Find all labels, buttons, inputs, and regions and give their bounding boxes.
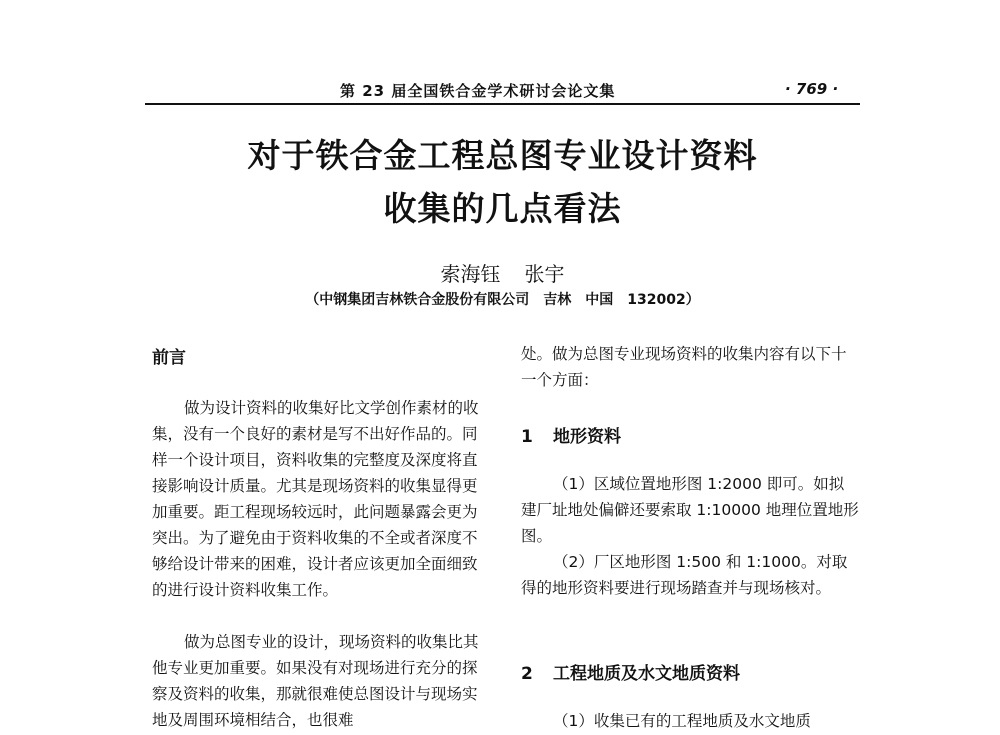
section-2-item-1: （1）收集已有的工程地质及水文地质 bbox=[553, 712, 811, 730]
section-title-1: 地形资料 bbox=[553, 427, 621, 447]
author-2: 张宇 bbox=[524, 262, 565, 286]
right-column-intro: 处。做为总图专业现场资料的收集内容有以下十一个方面： bbox=[521, 345, 847, 389]
authors bbox=[145, 258, 860, 287]
section-1-item-1: （1）区域位置地形图 1:2000 即可。如拟建厂址地处偏僻还要索取 1:10000 地理位置地形图。 bbox=[521, 475, 859, 545]
header-rule bbox=[145, 103, 860, 105]
preface-paragraph-1: 做为设计资料的收集好比文学创作素材的收集，没有一个良好的素材是写不出好作品的。同样一个设计项目，资料收集的完整度及深度将直接影响设计质量。尤其是现场资料的收集显得更加重要。距工程现场较远时，此问题暴露会更为突出。为了避免由于资料收集的不全或者深度不够给设计带来的困难，设计者应该更加全面细致的进行设计资料收集工作。 bbox=[152, 399, 479, 599]
running-header-journal: 第 23 届全国铁合金学术研讨会论文集 bbox=[340, 82, 616, 100]
preface-paragraph-2: 做为总图专业的设计，现场资料的收集比其他专业更加重要。如果没有对现场进行充分的探察及资料的收集，那就很难使总图设计与现场实地及周围环境相结合，也很难 bbox=[152, 633, 479, 729]
paper-title-line-1: 对于铁合金工程总图专业设计资料 bbox=[247, 136, 758, 175]
author-1: 索海钰 bbox=[440, 262, 501, 286]
paper-title-line-2: 收集的几点看法 bbox=[383, 189, 622, 228]
section-heading-preface: 前言 bbox=[152, 348, 186, 368]
section-heading-1 bbox=[521, 422, 621, 447]
section-title-2: 工程地质及水文地质资料 bbox=[553, 664, 740, 684]
section-number-1: 1 bbox=[521, 427, 533, 447]
section-1-item-2: （2）厂区地形图 1:500 和 1:1000。对取得的地形资料要进行现场踏查并与现场核对。 bbox=[521, 553, 848, 597]
affiliation: （中钢集团吉林铁合金股份有限公司 吉林 中国 132002） bbox=[305, 292, 700, 308]
section-number-2: 2 bbox=[521, 664, 533, 684]
section-heading-2 bbox=[521, 659, 740, 684]
page-number: · 769 · bbox=[785, 80, 839, 98]
